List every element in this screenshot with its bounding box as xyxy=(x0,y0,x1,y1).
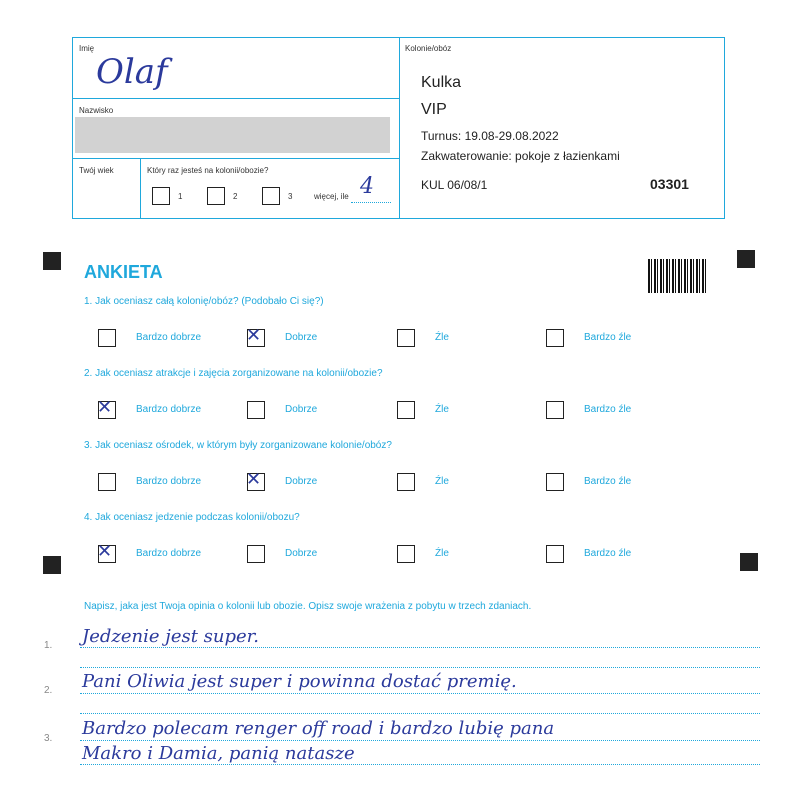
question-1-checkbox-2[interactable] xyxy=(246,325,265,347)
check-mark-icon: ✕ xyxy=(246,469,262,490)
kolonie-name: Kulka xyxy=(421,74,462,91)
question-2-checkbox-4[interactable] xyxy=(546,401,564,419)
question-1-checkbox-4[interactable] xyxy=(546,329,564,347)
question-4-option-label-4: Bardzo źle xyxy=(584,548,632,559)
question-3-option-label-4: Bardzo źle xyxy=(584,476,632,487)
opinion-answer-1: Jedzenie jest super. xyxy=(82,626,260,647)
question-2-option-label-4: Bardzo źle xyxy=(584,404,632,415)
question-3-checkbox-2[interactable] xyxy=(246,469,265,491)
opinion-answer-3: Bardzo polecam renger off road i bardzo lubię pana xyxy=(82,718,555,739)
question-2-checkbox-3[interactable] xyxy=(397,401,415,419)
header-divider-row1 xyxy=(72,98,400,99)
form-number: 03301 xyxy=(650,176,689,192)
question-2-text: 2. Jak oceniasz atrakcje i zajęcia zorganizowane na kolonii/obozie? xyxy=(84,368,383,379)
nazwisko-label: Nazwisko xyxy=(79,106,114,115)
opinion-line-number-2: 2. xyxy=(44,685,53,696)
check-mark-icon: ✕ xyxy=(246,325,262,346)
question-1-option-label-1: Bardzo dobrze xyxy=(136,332,202,343)
opinion-answer-3-continued: Makro i Damia, panią natasze xyxy=(82,743,355,764)
question-1-text: 1. Jak oceniasz całą kolonię/obóz? (Podobało Ci się?) xyxy=(84,296,324,307)
opinion-prompt: Napisz, jaka jest Twoja opinia o kolonii lub obozie. Opisz swoje wrażenia z pobytu w trzech zdaniach. xyxy=(84,601,532,612)
code-text: KUL 06/08/1 xyxy=(421,178,488,192)
wiecej-value: 4 xyxy=(360,174,374,199)
question-4-checkbox-2[interactable] xyxy=(247,545,265,563)
question-4-text: 4. Jak oceniasz jedzenie podczas kolonii/obozu? xyxy=(84,512,300,523)
question-3-checkbox-4[interactable] xyxy=(546,473,564,491)
question-2-option-label-3: Źle xyxy=(435,404,449,415)
question-1-checkbox-3[interactable] xyxy=(397,329,415,347)
opinion-dots-2b xyxy=(80,713,760,714)
registration-marker-bottom-left xyxy=(43,556,61,574)
question-4-checkbox-1[interactable] xyxy=(97,541,116,563)
ktory-raz-option-2: 2 xyxy=(233,192,238,201)
check-mark-icon: ✕ xyxy=(97,397,113,418)
nazwisko-redacted xyxy=(75,117,390,153)
registration-marker-top-right xyxy=(737,250,755,268)
question-3-checkbox-1[interactable] xyxy=(98,473,116,491)
question-2-checkbox-2[interactable] xyxy=(247,401,265,419)
question-4-option-label-3: Źle xyxy=(435,548,449,559)
question-3-option-label-1: Bardzo dobrze xyxy=(136,476,202,487)
kolonie-label: Kolonie/obóz xyxy=(405,44,452,53)
wiek-label: Twój wiek xyxy=(79,166,114,175)
opinion-dots-2 xyxy=(80,693,760,694)
registration-marker-bottom-right xyxy=(740,553,758,571)
header-divider-row2 xyxy=(72,158,400,159)
question-1-option-label-2: Dobrze xyxy=(285,332,318,343)
question-2-option-label-2: Dobrze xyxy=(285,404,318,415)
opinion-answer-2: Pani Oliwia jest super i powinna dostać premię. xyxy=(82,671,517,692)
question-4-option-label-1: Bardzo dobrze xyxy=(136,548,202,559)
ktory-raz-checkbox-3[interactable] xyxy=(262,187,280,205)
question-3-checkbox-3[interactable] xyxy=(397,473,415,491)
ktory-raz-option-3: 3 xyxy=(288,192,293,201)
zakwaterowanie-text: Zakwaterowanie: pokoje z łazienkami xyxy=(421,149,620,163)
survey-title: ANKIETA xyxy=(84,262,163,282)
kolonie-type: VIP xyxy=(421,101,447,118)
question-4-checkbox-4[interactable] xyxy=(546,545,564,563)
question-1-option-label-4: Bardzo źle xyxy=(584,332,632,343)
opinion-dots-1b xyxy=(80,667,760,668)
opinion-dots-3b xyxy=(80,764,760,765)
imie-value: Olaf xyxy=(96,52,168,92)
wiecej-label: więcej, ile xyxy=(314,192,349,201)
question-4-option-label-2: Dobrze xyxy=(285,548,318,559)
ktory-raz-option-1: 1 xyxy=(178,192,183,201)
question-2-checkbox-1[interactable] xyxy=(97,397,116,419)
opinion-line-number-3: 3. xyxy=(44,733,53,744)
ktory-raz-checkbox-2[interactable] xyxy=(207,187,225,205)
imie-label: Imię xyxy=(79,44,95,53)
check-mark-icon: ✕ xyxy=(97,541,113,562)
header-divider-age xyxy=(140,158,141,218)
ktory-raz-checkbox-1[interactable] xyxy=(152,187,170,205)
question-3-option-label-3: Źle xyxy=(435,476,449,487)
question-3-text: 3. Jak oceniasz ośrodek, w którym były zorganizowane kolonie/obóz? xyxy=(84,440,392,451)
opinion-dots-1 xyxy=(80,647,760,648)
question-2-option-label-1: Bardzo dobrze xyxy=(136,404,202,415)
registration-marker-top-left xyxy=(43,252,61,270)
turnus-text: Turnus: 19.08-29.08.2022 xyxy=(421,129,559,143)
wiecej-dots xyxy=(351,202,391,203)
question-1-option-label-3: Źle xyxy=(435,332,449,343)
question-4-checkbox-3[interactable] xyxy=(397,545,415,563)
question-1-checkbox-1[interactable] xyxy=(98,329,116,347)
opinion-line-number-1: 1. xyxy=(44,640,53,651)
ktory-raz-label: Który raz jesteś na kolonii/obozie? xyxy=(147,166,269,175)
header-divider-vertical xyxy=(399,37,400,218)
barcode xyxy=(648,259,708,293)
question-3-option-label-2: Dobrze xyxy=(285,476,318,487)
opinion-dots-3 xyxy=(80,740,760,741)
